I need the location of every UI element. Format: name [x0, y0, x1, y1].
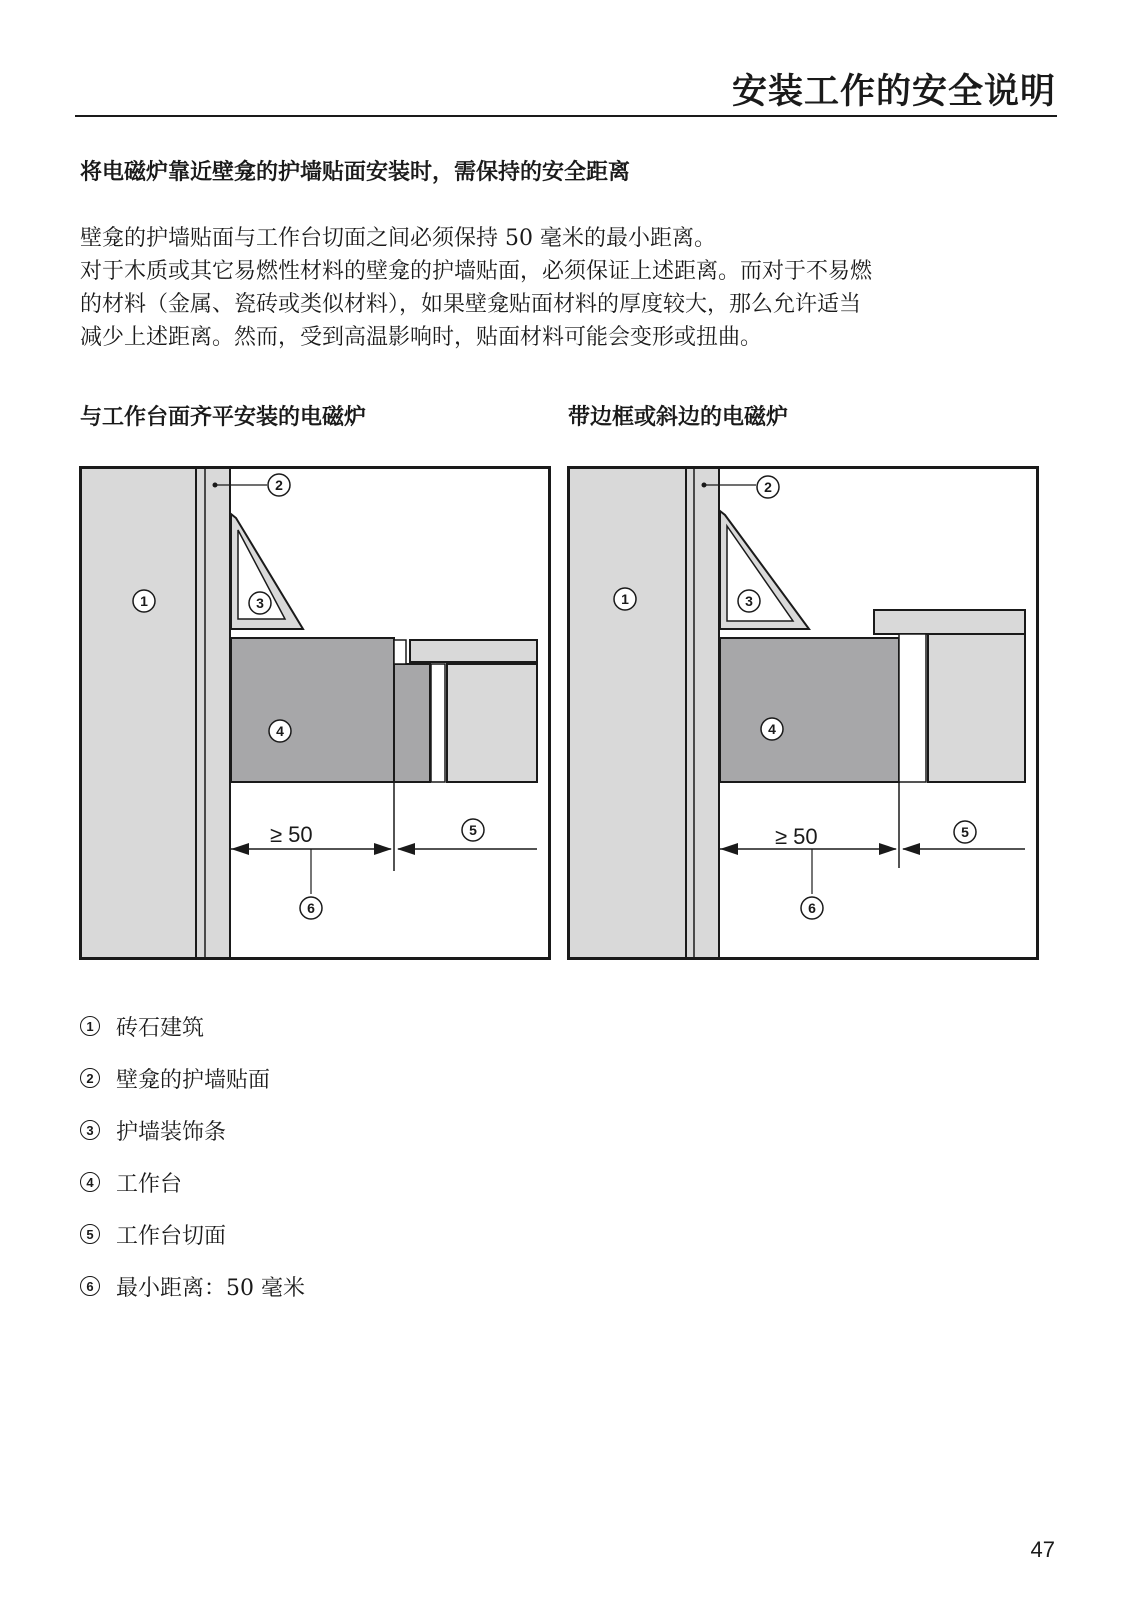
- section-heading: 将电磁炉靠近壁龛的护墙贴面安装时，需保持的安全距离: [80, 160, 631, 185]
- hob-frame-top: [874, 610, 1025, 634]
- title-divider: [75, 115, 1057, 117]
- legend-item: [80, 1052, 305, 1104]
- legend-item: [80, 1260, 305, 1312]
- marker-2: 2: [764, 479, 772, 495]
- legend-number: 4: [80, 1172, 100, 1192]
- hob-gap: [394, 640, 406, 664]
- frame-install-drawing: [567, 466, 1039, 960]
- niche-cladding: [196, 467, 230, 959]
- worktop-block: [720, 638, 899, 782]
- legend-item: [80, 1104, 305, 1156]
- dimension-label: ≥ 50: [270, 822, 313, 847]
- legend-number: 3: [80, 1120, 100, 1140]
- marker-5: 5: [469, 822, 477, 838]
- legend-number: 6: [80, 1276, 100, 1296]
- leader-dot: [702, 483, 707, 488]
- niche-cladding: [686, 467, 719, 959]
- legend-item: [80, 1208, 305, 1260]
- legend-label: 壁龛的护墙贴面: [116, 1067, 271, 1093]
- legend-list: [80, 1000, 305, 1312]
- legend-item: [80, 1000, 305, 1052]
- paragraph-line: 壁龛的护墙贴面与工作台切面之间必须保持 50 毫米的最小距离。: [80, 226, 716, 251]
- hob-side-gap: [899, 634, 926, 782]
- safety-paragraph: [80, 222, 1055, 354]
- dimension-label: ≥ 50: [775, 824, 818, 849]
- flush-install-drawing: [79, 466, 551, 960]
- marker-4: 4: [276, 723, 284, 739]
- marker-3: 3: [256, 595, 264, 611]
- marker-2: 2: [275, 477, 283, 493]
- diagram-heading-flush: 与工作台面齐平安装的电磁炉: [80, 405, 367, 430]
- marker-4: 4: [768, 721, 776, 737]
- paragraph-line: 的材料（金属、瓷砖或类似材料），如果壁龛贴面材料的厚度较大，那么允许适当: [80, 292, 862, 317]
- legend-label: 最小距离：50 毫米: [116, 1275, 305, 1301]
- worktop-cutout-edge: [394, 664, 430, 782]
- hob-body: [447, 664, 537, 782]
- legend-label: 护墙装饰条: [116, 1119, 227, 1145]
- page-title: 安装工作的安全说明: [731, 72, 1056, 112]
- legend-number: 1: [80, 1016, 100, 1036]
- masonry-wall: [80, 467, 196, 959]
- marker-6: 6: [808, 900, 816, 916]
- marker-3: 3: [745, 593, 753, 609]
- legend-label: 工作台切面: [116, 1223, 227, 1249]
- diagram-heading-frame: 带边框或斜边的电磁炉: [568, 405, 789, 430]
- marker-6: 6: [307, 900, 315, 916]
- legend-item: [80, 1156, 305, 1208]
- worktop-block: [231, 638, 394, 782]
- hob-side-gap: [431, 664, 445, 782]
- diagram-frame-install: [567, 466, 1039, 960]
- hob-body: [928, 634, 1025, 782]
- legend-label: 砖石建筑: [116, 1015, 205, 1041]
- page-number: 47: [1030, 1537, 1055, 1562]
- marker-1: 1: [621, 591, 629, 607]
- masonry-wall: [568, 467, 686, 959]
- legend-number: 2: [80, 1068, 100, 1088]
- leader-dot: [213, 483, 218, 488]
- legend-number: 5: [80, 1224, 100, 1244]
- hob-glass-top: [410, 640, 537, 662]
- legend-label: 工作台: [116, 1171, 183, 1197]
- marker-1: 1: [140, 593, 148, 609]
- diagram-flush-install: [79, 466, 551, 960]
- marker-5: 5: [961, 824, 969, 840]
- paragraph-line: 对于木质或其它易燃性材料的壁龛的护墙贴面，必须保证上述距离。而对于不易燃: [80, 259, 873, 284]
- paragraph-line: 减少上述距离。然而，受到高温影响时，贴面材料可能会变形或扭曲。: [80, 325, 763, 350]
